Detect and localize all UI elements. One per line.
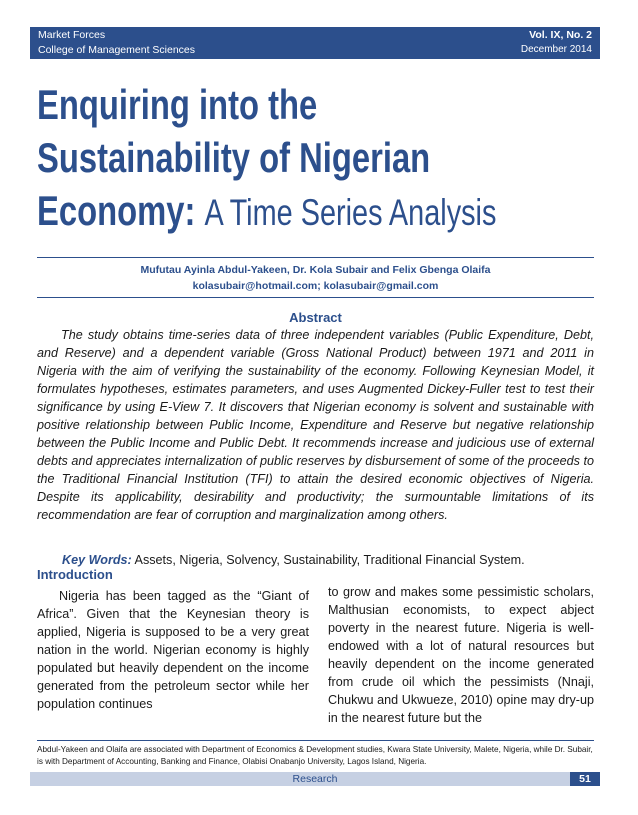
keywords-list: Assets, Nigeria, Solvency, Sustainability, Traditional Financial System. xyxy=(131,553,525,567)
title-subtitle: A Time Series Analysis xyxy=(204,192,497,233)
title-line-3 xyxy=(37,184,497,239)
body-column-right xyxy=(328,583,594,727)
title-divider xyxy=(37,257,594,258)
author-affiliation-footnote: Abdul-Yakeen and Olaifa are associated with Department of Economics & Development studies, Kwara State University, Malete, Nigeria, while Dr. Subair, is with Department of Accounting, Banking and Finance, Olabisi Onabanjo University, Lagos Island, Nigeria. xyxy=(37,745,593,766)
page-number: 51 xyxy=(570,772,600,786)
abstract-text: The study obtains time-series data of three independent variables (Public Expenditure, Debt, and Reserve) and a dependent variable (Gross National Product) between 1971 and 2011 in Nigeria with the aim of verifying the sustainability of the economy. Following Keynesian Model, it formulates hypotheses, estimates parameters, and uses Augmented Dickey-Fuller test to test their significance by using E-View 7. It discovers that Nigerian economy is solvent and sustainable with positive relationship between Public Income, Expenditure and Reserve but negative relationship between the Public Income and Public Debt. It recommends increase and judicious use of external debts and appreciates internalization of public reserves by disbursement of some of the proceeds to the Traditional Financial Institution (TFI) to attain the desired economic objectives of Nigeria. Despite its applicability, desirability and productivity; the surmountable limitations of its recommendation are fear of corruption and marginalization among others. xyxy=(37,328,594,522)
title-line-2: Sustainability of Nigerian xyxy=(37,134,431,181)
introduction-paragraph-1: Nigeria has been tagged as the “Giant of Africa”. Given that the Keynesian theory is applied, Nigeria is supposed to be a very great nation in the world. Nigerian economy is highly populated but heavily dependent on the income generated from the petroleum sector while her population continues xyxy=(37,589,309,711)
keywords-label: Key Words: xyxy=(62,553,132,567)
article-title xyxy=(37,78,497,239)
footnote-divider xyxy=(37,740,594,741)
page-footer xyxy=(30,772,600,786)
publisher-name: College of Management Sciences xyxy=(38,44,196,56)
journal-header xyxy=(30,27,600,59)
body-column-left xyxy=(37,566,309,713)
issue-date: December 2014 xyxy=(520,44,592,55)
author-block xyxy=(37,262,594,294)
authors-divider xyxy=(37,297,594,298)
title-line-3-main: Economy: xyxy=(37,187,196,234)
author-names: Mufutau Ayinla Abdul-Yakeen, Dr. Kola Subair and Felix Gbenga Olaifa xyxy=(140,264,491,276)
title-line-1: Enquiring into the xyxy=(37,81,318,128)
keywords xyxy=(62,553,602,567)
section-label: Research xyxy=(292,773,338,785)
author-emails: kolasubair@hotmail.com; kolasubair@gmail.com xyxy=(192,280,439,292)
abstract-heading: Abstract xyxy=(289,310,342,325)
volume-label: Vol. IX, No. 2 xyxy=(529,29,592,41)
introduction-heading: Introduction xyxy=(37,567,113,582)
journal-name: Market Forces xyxy=(38,29,106,41)
introduction-paragraph-2: to grow and makes some pessimistic scholars, Malthusian economists, to expect abject poverty in the nearest future. Nigeria is well-endowed with a lot of natural resources but heavily dependent on the income generated from crude oil which the pessimists (Nnaji, Chukwu and Ukwueze, 2010) opine may dry-up in the nearest future but the xyxy=(328,585,594,725)
